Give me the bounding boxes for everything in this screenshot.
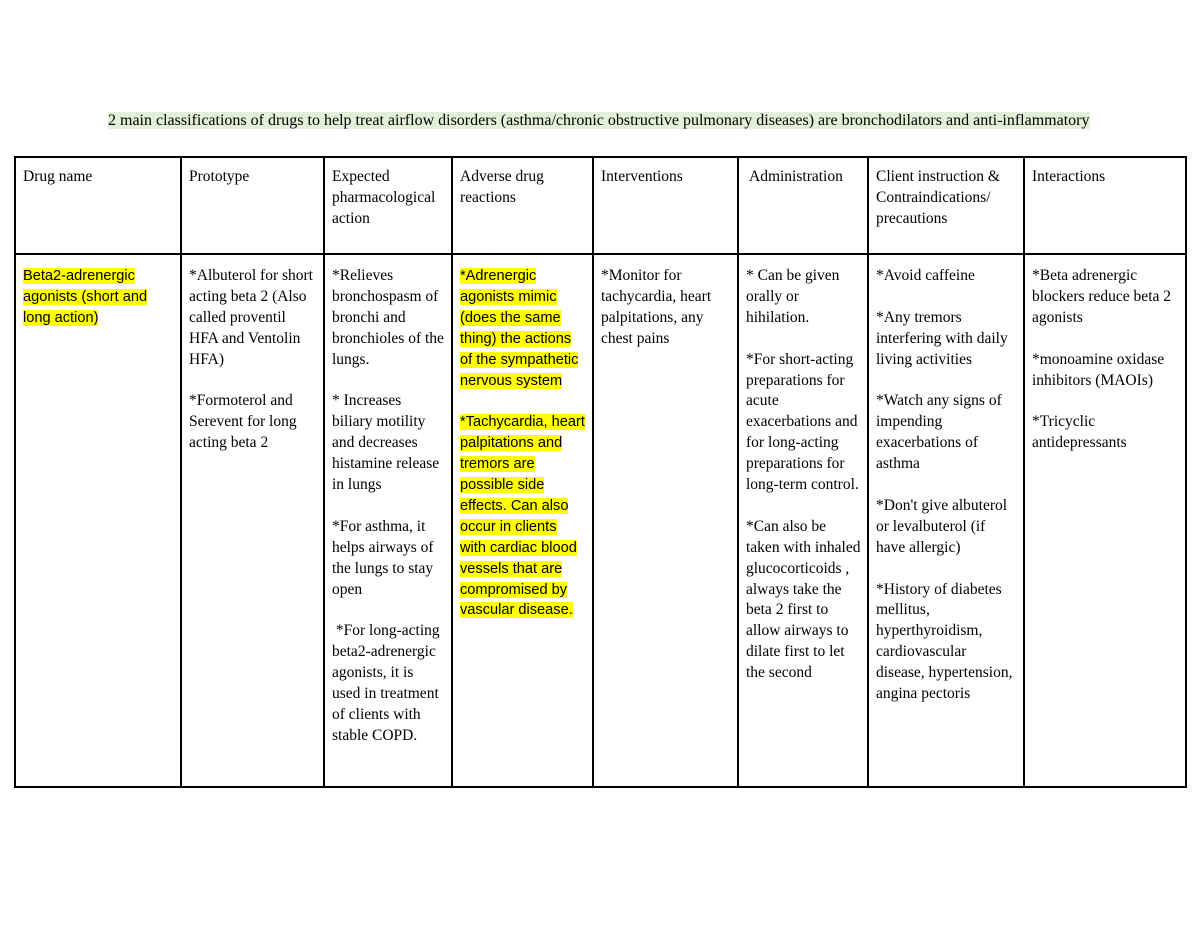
intro-text: 2 main classifications of drugs to help treat airflow disorders (asthma/chronic obstructive pulmonary diseases) are bronchodilators and anti-inflammatory [108, 112, 1090, 129]
action-item: *For asthma, it helps airways of the lungs to stay open [332, 517, 434, 598]
administration-item: * Can be given orally or hihilation. [746, 267, 840, 326]
adverse-item-wrap [460, 412, 586, 621]
cell-drug-name [15, 254, 181, 787]
instruction-item: *Any tremors interfering with daily living activities [876, 308, 1008, 368]
table-header-row [15, 157, 1186, 254]
cell-prototype [181, 254, 324, 787]
instruction-item: *History of diabetes mellitus, hyperthyroidism, cardiovascular disease, hypertension, angina pectoris [876, 580, 1013, 703]
header-interventions: Interventions [593, 157, 738, 254]
instruction-item: *Don't give albuterol or levalbuterol (if have allergic) [876, 496, 1008, 556]
cell-interventions [593, 254, 738, 787]
header-interactions: Interactions [1024, 157, 1186, 254]
action-item: * Increases biliary motility and decreases histamine release in lungs [332, 392, 440, 494]
header-pharmacological-action: Expected pharmacological action [324, 157, 452, 254]
interaction-item: *Tricyclic antidepressants [1032, 413, 1127, 452]
header-prototype: Prototype [181, 157, 324, 254]
header-adverse-reactions: Adverse drug reactions [452, 157, 593, 254]
administration-item: *Can also be taken with inhaled glucocorticoids , always take the beta 2 first to allow airways to dilate first to let the second [746, 517, 861, 682]
instruction-item: *Avoid caffeine [876, 267, 975, 284]
intervention-item: *Monitor for tachycardia, heart palpitations, any chest pains [601, 267, 712, 347]
intro-paragraph [108, 110, 1098, 132]
action-item: *Relieves bronchospasm of bronchi and bronchioles of the lungs. [332, 267, 444, 368]
drug-table [14, 156, 1187, 788]
adverse-item: *Tachycardia, heart palpitations and tremors are possible side effects. Can also occur in clients with cardiac blood vessels that are compromised by vascular disease. [460, 414, 585, 619]
adverse-item: *Adrenergic agonists mimic (does the same thing) the actions of the sympathetic nervous system [460, 268, 579, 389]
drug-name-text: Beta2-adrenergic agonists (short and long action) [23, 268, 148, 326]
cell-client-instruction [868, 254, 1024, 787]
cell-administration [738, 254, 868, 787]
header-administration: Administration [738, 157, 868, 254]
table-row [15, 254, 1186, 787]
cell-adverse-reactions [452, 254, 593, 787]
cell-pharmacological-action [324, 254, 452, 787]
administration-item: *For short-acting preparations for acute exacerbations and for long-acting preparations for long-term control. [746, 350, 859, 494]
header-drug-name: Drug name [15, 157, 181, 254]
instruction-item: *Watch any signs of impending exacerbations of asthma [876, 392, 1002, 473]
interaction-item: *monoamine oxidase inhibitors (MAOIs) [1032, 350, 1165, 389]
interaction-item: *Beta adrenergic blockers reduce beta 2 agonists [1032, 267, 1172, 326]
header-client-instruction: Client instruction & Contraindications/ precautions [868, 157, 1024, 254]
adverse-item-wrap [460, 266, 586, 391]
cell-interactions [1024, 254, 1186, 787]
prototype-item: *Formoterol and Serevent for long acting beta 2 [189, 392, 297, 452]
action-item: *For long-acting beta2-adrenergic agonists, it is used in treatment of clients with stable COPD. [332, 622, 444, 744]
prototype-item: *Albuterol for short acting beta 2 (Also called proventil HFA and Ventolin HFA) [189, 267, 313, 368]
